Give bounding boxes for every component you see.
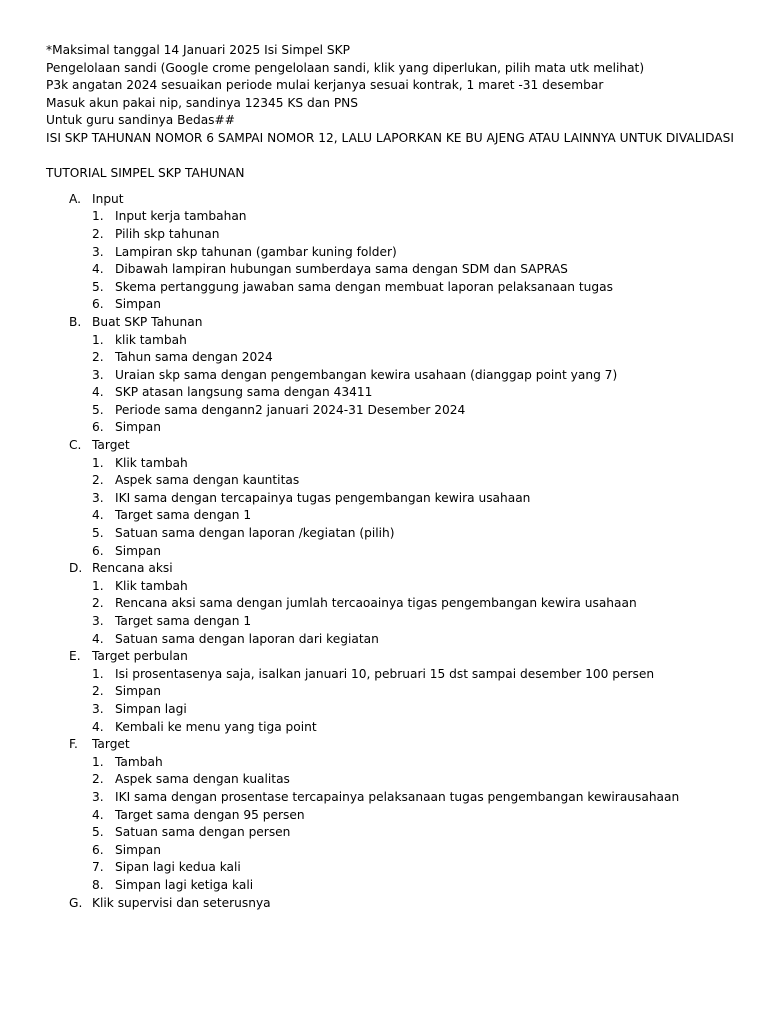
section-heading [46, 895, 746, 913]
list-item-text: SKP atasan langsung sama dengan 43411 [115, 385, 373, 400]
list-item-text: Dibawah lampiran hubungan sumberdaya sama dengan SDM dan SAPRAS [115, 262, 568, 277]
list-item-text: Sipan lagi kedua kali [115, 860, 241, 875]
section-heading [46, 314, 746, 332]
list-item-text: klik tambah [115, 332, 187, 347]
section-title: Klik supervisi dan seterusnya [92, 895, 271, 910]
list-item-number: 5. [92, 402, 104, 417]
list-item [46, 807, 746, 825]
section-marker: G. [69, 895, 83, 910]
list-item-text: IKI sama dengan prosentase tercapainya pelaksanaan tugas pengembangan kewirausahaan [115, 789, 680, 804]
list-item-number: 6. [92, 297, 104, 312]
intro-block [46, 42, 746, 148]
list-item [46, 472, 746, 490]
list-item [46, 261, 746, 279]
list-item-text: Isi prosentasenya saja, isalkan januari 10, pebruari 15 dst sampai desember 100 persen [115, 666, 655, 681]
list-item-text: Klik tambah [115, 455, 188, 470]
list-item-number: 4. [92, 719, 104, 734]
list-item-text: Simpan [115, 297, 161, 312]
list-item [46, 208, 746, 226]
list-item-number: 1. [92, 455, 104, 470]
list-item [46, 877, 746, 895]
list-item-number: 4. [92, 631, 104, 646]
list-item [46, 244, 746, 262]
section-title: Target perbulan [92, 649, 188, 664]
list-item [46, 279, 746, 297]
list-item-text: Input kerja tambahan [115, 209, 247, 224]
section-title: Buat SKP Tahunan [92, 314, 203, 329]
list-item [46, 701, 746, 719]
list-item-text: Target sama dengan 1 [115, 508, 252, 523]
list-item-number: 1. [92, 754, 104, 769]
list-item-number: 3. [92, 701, 104, 716]
tutorial-title: TUTORIAL SIMPEL SKP TAHUNAN [46, 166, 245, 181]
list-item-text: Simpan [115, 543, 161, 558]
list-item [46, 490, 746, 508]
section-title: Target [92, 438, 130, 453]
list-item-number: 2. [92, 596, 104, 611]
list-item-text: Periode sama dengann2 januari 2024-31 Desember 2024 [115, 402, 466, 417]
list-item [46, 525, 746, 543]
list-item-number: 1. [92, 209, 104, 224]
list-item [46, 296, 746, 314]
section-marker: C. [69, 438, 82, 453]
section-heading [46, 191, 746, 209]
spacer [46, 148, 746, 166]
list-item [46, 631, 746, 649]
list-item [46, 771, 746, 789]
list-item [46, 754, 746, 772]
list-item-number: 4. [92, 262, 104, 277]
list-item-number: 2. [92, 684, 104, 699]
section-title: Input [92, 191, 124, 206]
intro-line: Masuk akun pakai nip, sandinya 12345 KS dan PNS [46, 95, 359, 110]
list-item-text: Pilih skp tahunan [115, 226, 220, 241]
list-item-number: 1. [92, 332, 104, 347]
list-item [46, 402, 746, 420]
section-marker: F. [69, 737, 78, 752]
list-item-text: Kembali ke menu yang tiga point [115, 719, 317, 734]
list-item-text: Simpan lagi [115, 701, 187, 716]
list-item-text: Tambah [115, 754, 163, 769]
list-item-number: 5. [92, 825, 104, 840]
list-item-number: 3. [92, 614, 104, 628]
list-item-number: 7. [92, 860, 104, 875]
list-item-text: Target sama dengan 95 persen [115, 807, 305, 822]
list-item [46, 842, 746, 860]
section-heading [46, 560, 746, 578]
list-item-text: IKI sama dengan tercapainya tugas pengembangan kewira usahaan [115, 490, 531, 505]
list-item [46, 455, 746, 473]
list-item-text: Lampiran skp tahunan (gambar kuning folder) [115, 244, 397, 259]
list-item-number: 2. [92, 226, 104, 241]
list-item-text: Satuan sama dengan laporan dari kegiatan [115, 631, 379, 646]
list-item-text: Target sama dengan 1 [115, 614, 252, 628]
list-item-number: 2. [92, 772, 104, 787]
list-item [46, 384, 746, 402]
list-item-number: 5. [92, 526, 104, 541]
document-page [46, 42, 746, 912]
list-item-number: 3. [92, 490, 104, 505]
list-item-number: 6. [92, 543, 104, 558]
list-item [46, 507, 746, 525]
intro-line: Pengelolaan sandi (Google crome pengelolaan sandi, klik yang diperlukan, pilih mata utk melihat) [46, 60, 645, 75]
intro-line: P3k angatan 2024 sesuaikan periode mulai kerjanya sesuai kontrak, 1 maret -31 desembar [46, 78, 604, 93]
list-item-number: 3. [92, 789, 104, 804]
list-item [46, 789, 746, 807]
list-item [46, 613, 746, 631]
intro-line: ISI SKP TAHUNAN NOMOR 6 SAMPAI NOMOR 12, LALU LAPORKAN KE BU AJENG ATAU LAINNYA UNTUK DIVALIDASI [46, 130, 734, 145]
list-item [46, 859, 746, 877]
list-item-number: 2. [92, 473, 104, 488]
list-item-number: 4. [92, 807, 104, 822]
list-item-text: Simpan [115, 684, 161, 699]
list-item-number: 5. [92, 279, 104, 294]
list-item [46, 226, 746, 244]
list-item-text: Skema pertanggung jawaban sama dengan membuat laporan pelaksanaan tugas [115, 279, 613, 294]
section-heading [46, 736, 746, 754]
list-item-number: 3. [92, 367, 104, 382]
list-item [46, 578, 746, 596]
list-item-text: Klik tambah [115, 578, 188, 593]
list-item-number: 3. [92, 244, 104, 259]
list-item-number: 2. [92, 350, 104, 365]
list-item [46, 419, 746, 437]
tutorial-sections [46, 191, 746, 912]
list-item-number: 4. [92, 385, 104, 400]
intro-line: Untuk guru sandinya Bedas## [46, 113, 235, 128]
list-item [46, 332, 746, 350]
list-item-text: Simpan lagi ketiga kali [115, 877, 254, 892]
list-item-text: Aspek sama dengan kauntitas [115, 473, 300, 488]
section-marker: A. [69, 191, 81, 206]
list-item-number: 1. [92, 578, 104, 593]
list-item [46, 349, 746, 367]
list-item-text: Tahun sama dengan 2024 [115, 350, 273, 365]
section-heading [46, 437, 746, 455]
list-item-text: Aspek sama dengan kualitas [115, 772, 290, 787]
list-item [46, 666, 746, 684]
list-item-number: 8. [92, 877, 104, 892]
list-item [46, 367, 746, 385]
list-item-number: 6. [92, 842, 104, 857]
list-item-text: Uraian skp sama dengan pengembangan kewira usahaan (dianggap point yang 7) [115, 367, 618, 382]
list-item [46, 683, 746, 701]
list-item [46, 543, 746, 561]
section-marker: D. [69, 561, 83, 576]
list-item [46, 824, 746, 842]
intro-line: *Maksimal tanggal 14 Januari 2025 Isi Simpel SKP [46, 43, 350, 57]
section-title: Target [92, 737, 130, 752]
list-item [46, 595, 746, 613]
list-item-number: 6. [92, 420, 104, 435]
list-item-text: Rencana aksi sama dengan jumlah tercaoainya tigas pengembangan kewira usahaan [115, 596, 637, 611]
list-item-text: Simpan [115, 842, 161, 857]
list-item-number: 4. [92, 508, 104, 523]
list-item-number: 1. [92, 666, 104, 681]
list-item-text: Satuan sama dengan laporan /kegiatan (pilih) [115, 526, 395, 541]
section-title: Rencana aksi [92, 561, 173, 576]
list-item-text: Satuan sama dengan persen [115, 825, 291, 840]
list-item-text: Simpan [115, 420, 161, 435]
section-marker: E. [69, 649, 81, 664]
list-item [46, 719, 746, 737]
section-heading [46, 648, 746, 666]
section-marker: B. [69, 314, 82, 329]
